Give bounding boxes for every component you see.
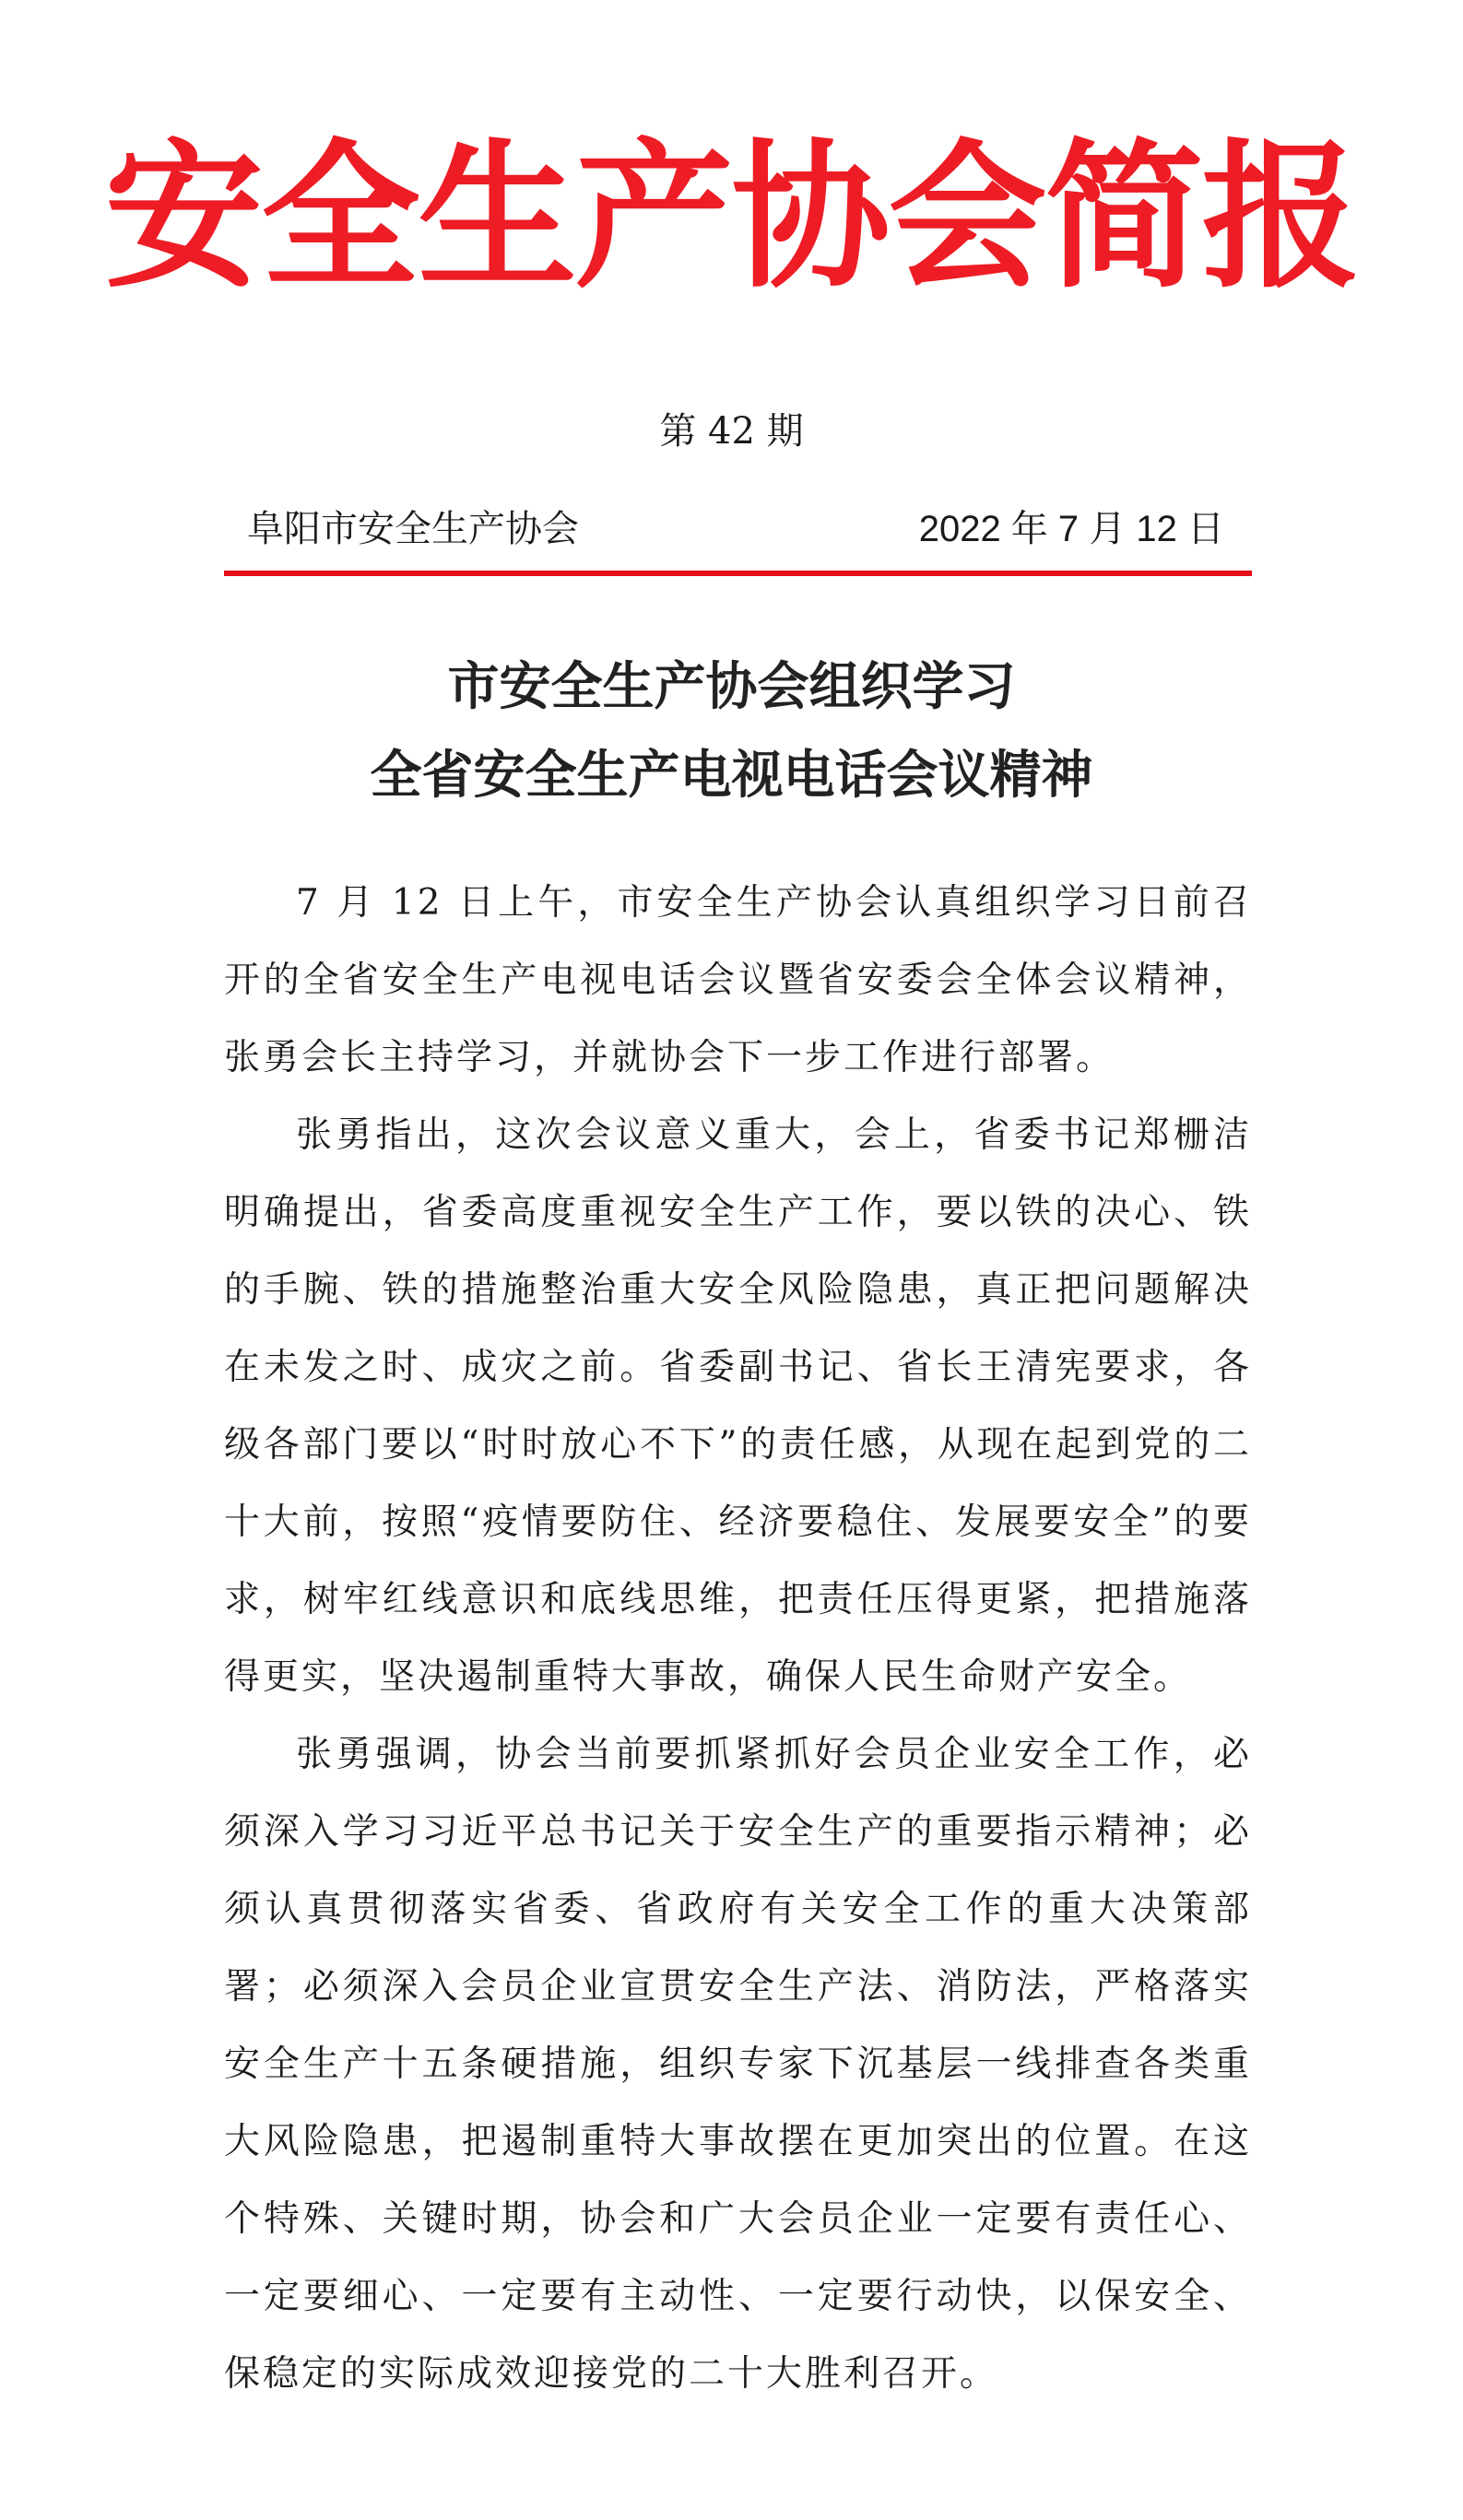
- meta-row: [247, 501, 1224, 557]
- article-paragraph: 张勇指出，这次会议意义重大，会上，省委书记郑栅洁明确提出，省委高度重视安全生产工作，要以铁的决心、铁的手腕、铁的措施整治重大安全风险隐患，真正把问题解决在未发之时、成灾之前。省委副书记、省长王清宪要求，各级各部门要以“时时放心不下”的责任感，从现在起到党的二十大前，按照“疫情要防住、经济要稳住、发展要安全”的要求，树牢红线意识和底线思维，把责任压得更紧，把措施落得更实，坚决遏制重特大事故，确保人民生命财产安全。: [224, 1114, 1252, 1698]
- publish-date: 2022 年 7 月 12 日: [918, 509, 1224, 549]
- masthead-title: 安全生产协会简报: [104, 123, 1359, 310]
- article-paragraph: 7 月 12 日上午，市安全生产协会认真组织学习日前召开的全省安全生产电视电话会议暨省安委会全体会议精神，张勇会长主持学习，并就协会下一步工作进行部署。: [224, 882, 1252, 1078]
- article-headline-line1: 市安全生产协会组织学习: [447, 656, 1016, 717]
- red-divider: [224, 571, 1252, 576]
- article-headline-line2: 全省安全生产电视电话会议精神: [370, 745, 1093, 806]
- issue-number: 第 42 期: [659, 410, 804, 453]
- article-paragraph: 张勇强调，协会当前要抓紧抓好会员企业安全工作，必须深入学习习近平总书记关于安全生产的重要指示精神；必须认真贯彻落实省委、省政府有关安全工作的重大决策部署；必须深入会员企业宣贯安全生产法、消防法，严格落实安全生产十五条硬措施，组织专家下沉基层一线排查各类重大风险隐患，把遏制重特大事故摆在更加突出的位置。在这个特殊、关键时期，协会和广大会员企业一定要有责任心、一定要细心、一定要有主动性、一定要行动快，以保安全、保稳定的实际成效迎接党的二十大胜利召开。: [224, 1734, 1252, 2395]
- article-body: [224, 865, 1252, 2413]
- organization-name: 阜阳市安全生产协会: [247, 508, 579, 550]
